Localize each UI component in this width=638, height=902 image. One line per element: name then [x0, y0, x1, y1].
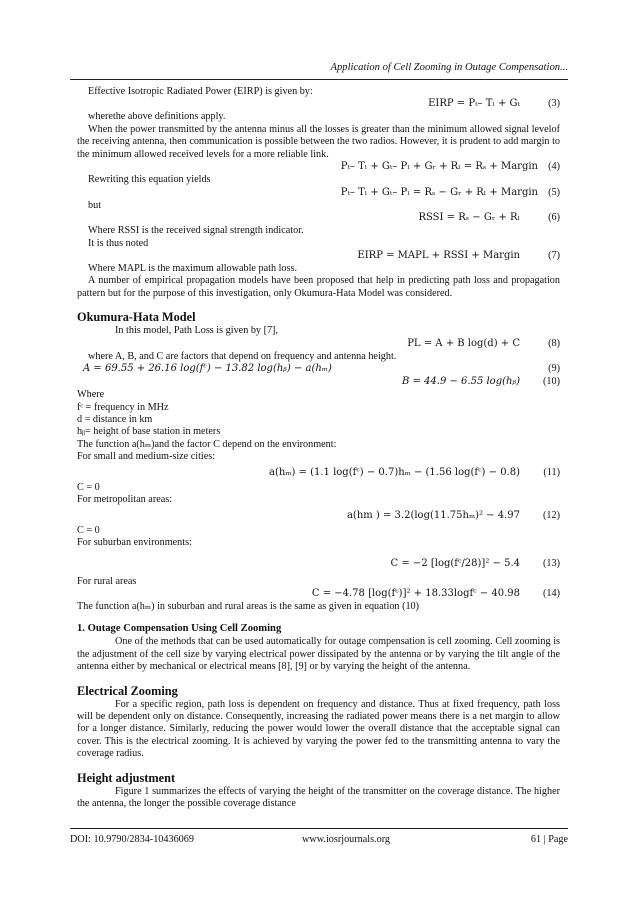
c-equals-zero-b: C = 0	[77, 524, 100, 536]
equation-6	[77, 212, 560, 225]
running-header: Application of Cell Zooming in Outage Compensation...	[330, 62, 568, 73]
equation-9-math: A = 69.55 + 26.16 log(fᶜ) − 13.82 log(hᵦ) − a(hₘ)	[83, 363, 332, 375]
definition-fc: fᶜ = frequency in MHz	[77, 401, 169, 413]
equation-13-number: (13)	[543, 557, 560, 569]
paragraph-but: but	[88, 199, 102, 211]
equation-4-number: (4)	[548, 161, 560, 173]
equation-3	[77, 98, 560, 111]
equation-3-math: EIRP = Pₜ– Tₗ + Gₜ	[428, 98, 520, 110]
paragraph-noted: It is thus noted	[88, 237, 149, 249]
heading-electrical-zooming: Electrical Zooming	[77, 683, 178, 698]
footer-doi: DOI: 10.9790/2834-10436069	[70, 834, 194, 845]
equation-12-math: a(hm ) = 3.2(log(11.75hₘ)² − 4.97	[346, 509, 520, 521]
equation-7-math: EIRP = MAPL + RSSI + Margin	[357, 249, 520, 261]
equation-10	[77, 376, 560, 389]
paragraph-rural: For rural areas	[77, 575, 137, 587]
definition-hb: hᵦ= height of base station in meters	[77, 426, 221, 438]
equation-8	[77, 338, 560, 351]
paragraph-outage: One of the methods that can be used automatically for outage compensation is cell zooming. Cell zooming is the adjustment of the cell size by varying electrical power dissipated by the antenna or by varying the tilt angle of the antenna either by mechanical or electrical means [8], [9] or by varying the height of the antenna.	[77, 636, 560, 673]
paragraph-mapl: Where MAPL is the maximum allowable path loss.	[88, 262, 297, 274]
heading-outage-compensation: 1. Outage Compensation Using Cell Zooming	[77, 623, 282, 635]
paragraph-abc: where A, B, and C are factors that depend on frequency and antenna height.	[88, 350, 397, 362]
equation-5-math: Pₜ– Tₗ + Gₜ– Pₗ = Rₛ − Gᵣ + Rₗ + Margin	[340, 186, 538, 198]
definition-d: d = distance in km	[77, 414, 153, 425]
equation-11-number: (11)	[543, 466, 560, 478]
paragraph-model: In this model, Path Loss is given by [7],	[115, 325, 278, 337]
paragraph-when: When the power transmitted by the antenna minus all the losses is greater than the minimum allowed signal levelof the receiving antenna, then communication is possible between the two radios. However, it is prudent to add margin to the minimum allowed received levels for a more reliable link.	[77, 123, 560, 160]
equation-11	[77, 464, 560, 482]
equation-13-math: C = −2 [log(fᶜ/28)]² − 5.4	[390, 557, 520, 569]
equation-5-number: (5)	[548, 186, 560, 198]
paragraph-eirp-intro: Effective Isotropic Radiated Power (EIRP) is given by:	[88, 86, 313, 97]
equation-14-number: (14)	[543, 587, 560, 599]
header-rule	[70, 79, 568, 80]
equation-14	[77, 588, 560, 601]
equation-4-math: Pₜ– Tₗ + Gₜ– Pₗ + Gᵣ + Rₗ = Rₛ + Margin	[340, 161, 538, 173]
equation-5	[77, 187, 560, 200]
equation-12	[77, 507, 560, 525]
equation-11-math: a(hₘ) = (1.1 log(fᶜ) − 0.7)hₘ − (1.56 log(fᶜ) − 0.8)	[269, 466, 520, 478]
equation-6-math: RSSI = Rₛ − Gᵣ + Rₗ	[418, 212, 520, 224]
equation-4	[77, 161, 560, 174]
heading-okumura-hata: Okumura-Hata Model	[77, 310, 196, 325]
paragraph-where: wherethe above definitions apply.	[88, 111, 226, 123]
paragraph-rewrite: Rewriting this equation yields	[88, 174, 211, 186]
page-body	[77, 86, 560, 811]
equation-10-number: (10)	[543, 376, 560, 388]
equation-9-number: (9)	[548, 363, 560, 375]
c-equals-zero-a: C = 0	[77, 481, 100, 493]
footer-rule	[70, 828, 568, 829]
equation-3-number: (3)	[548, 98, 560, 110]
equation-14-math: C = −4.78 [log(fᶜ)]² + 18.33logfᶜ − 40.98	[311, 587, 520, 599]
footer-website: www.iosrjournals.org	[302, 834, 391, 845]
equation-6-number: (6)	[548, 212, 560, 224]
page-footer	[70, 834, 568, 848]
heading-height-adjustment: Height adjustment	[77, 770, 176, 785]
equation-10-math: B = 44.9 − 6.55 log(hᵦ)	[401, 376, 520, 388]
paragraph-metropolitan: For metropolitan areas:	[77, 494, 173, 506]
paragraph-rssi: Where RSSI is the received signal strength indicator.	[88, 225, 304, 237]
paragraph-function: The function a(hₘ)and the factor C depend on the environment:	[77, 438, 337, 450]
paragraph-empirical: A number of empirical propagation models have been proposed that help in predicting path loss and propagation pattern but for the purpose of this investigation, only Okumura-Hata Model was considered.	[77, 275, 560, 299]
equation-13	[77, 550, 560, 576]
paragraph-height: Figure 1 summarizes the effects of varying the height of the transmitter on the coverage distance. The higher the antenna, the longer the possible coverage distance	[77, 785, 560, 810]
paragraph-suburban: For suburban environments:	[77, 537, 192, 549]
footer-page-number: 61 | Page	[530, 834, 568, 845]
equation-9	[77, 363, 560, 376]
paragraph-small-cities: For small and medium-size cities:	[77, 451, 216, 463]
paragraph-where-list: Where	[77, 389, 105, 401]
equation-8-math: PL = A + B log(d) + C	[407, 337, 520, 349]
equation-7	[77, 250, 560, 263]
paragraph-electrical: For a specific region, path loss is dependent on frequency and distance. Thus at fixed frequency, path loss will be dependent only on distance. Consequently, increasing the radiated power means there is a net margin to allow for a longer distance. Similarly, reducing the power would lower the overall distance that the acceptable signal can cover. This is the electrical zooming. It is achieved by varying the power fed to the transmitting antenna to vary the coverage radius.	[77, 698, 560, 760]
equation-7-number: (7)	[548, 249, 560, 261]
equation-8-number: (8)	[548, 337, 560, 349]
paragraph-same-as: The function a(hₘ) in suburban and rural areas is the same as given in equation (10)	[77, 600, 420, 612]
equation-12-number: (12)	[543, 509, 560, 521]
